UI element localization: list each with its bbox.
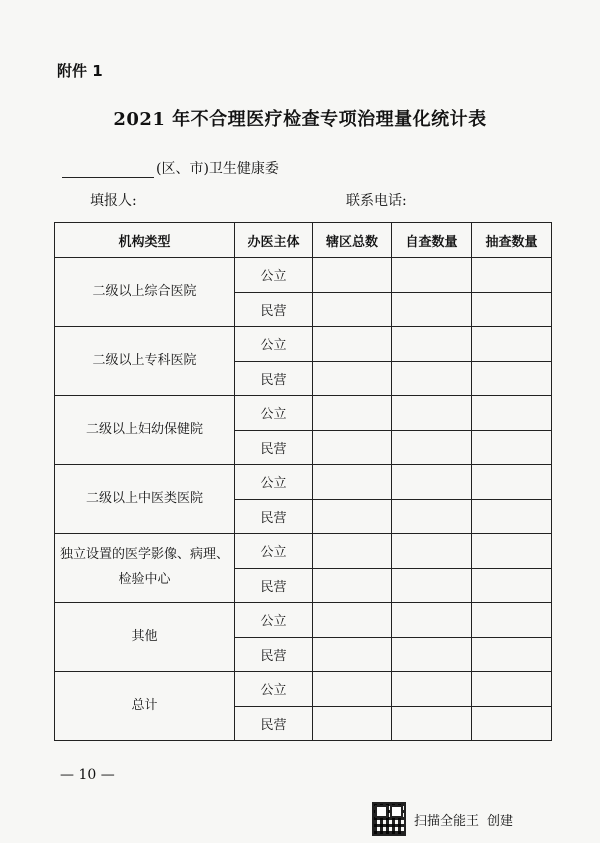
region-suffix: (区、市)卫生健康委 — [156, 161, 279, 177]
institution-type-cell: 其他 — [55, 603, 235, 672]
table-body — [55, 258, 552, 741]
table-row — [55, 672, 552, 707]
operator-public-cell: 公立 — [235, 672, 313, 707]
phone-label: 联系电话: — [346, 193, 407, 209]
blank-entry-cell[interactable] — [313, 258, 392, 293]
blank-entry-cell[interactable] — [392, 396, 472, 431]
operator-private-cell: 民营 — [235, 568, 313, 603]
region-line — [62, 158, 279, 178]
page-title: 2021 年不合理医疗检查专项治理量化统计表 — [113, 109, 487, 130]
scanner-action: 创建 — [487, 813, 514, 829]
blank-entry-cell[interactable] — [392, 534, 472, 569]
table-row — [55, 327, 552, 362]
blank-entry-cell[interactable] — [472, 361, 552, 396]
blank-entry-cell[interactable] — [313, 361, 392, 396]
table-row — [55, 465, 552, 500]
blank-entry-cell[interactable] — [472, 568, 552, 603]
operator-public-cell: 公立 — [235, 396, 313, 431]
annex-label: 附件 1 — [57, 62, 103, 80]
page-number: — 10 — — [60, 767, 115, 783]
operator-private-cell: 民营 — [235, 361, 313, 396]
column-header-operator: 办医主体 — [235, 223, 313, 258]
blank-entry-cell[interactable] — [392, 499, 472, 534]
table-row — [55, 603, 552, 638]
blank-entry-cell[interactable] — [472, 465, 552, 500]
institution-type-cell: 独立设置的医学影像、病理、检验中心 — [55, 534, 235, 603]
institution-type-cell: 总计 — [55, 672, 235, 741]
operator-public-cell: 公立 — [235, 534, 313, 569]
blank-entry-cell[interactable] — [392, 430, 472, 465]
blank-entry-cell[interactable] — [472, 430, 552, 465]
blank-entry-cell[interactable] — [472, 672, 552, 707]
operator-private-cell: 民营 — [235, 706, 313, 741]
statistics-table — [54, 222, 552, 741]
institution-type-cell: 二级以上妇幼保健院 — [55, 396, 235, 465]
blank-entry-cell[interactable] — [313, 396, 392, 431]
table-header-row — [55, 223, 552, 258]
blank-entry-cell[interactable] — [392, 327, 472, 362]
blank-entry-cell[interactable] — [472, 258, 552, 293]
blank-entry-cell[interactable] — [392, 292, 472, 327]
column-header-self-check-count: 自查数量 — [392, 223, 472, 258]
column-header-district-total: 辖区总数 — [313, 223, 392, 258]
blank-entry-cell[interactable] — [313, 706, 392, 741]
blank-entry-cell[interactable] — [472, 396, 552, 431]
operator-private-cell: 民营 — [235, 292, 313, 327]
blank-entry-cell[interactable] — [392, 706, 472, 741]
blank-entry-cell[interactable] — [472, 499, 552, 534]
blank-entry-cell[interactable] — [313, 672, 392, 707]
blank-entry-cell[interactable] — [313, 465, 392, 500]
blank-entry-cell[interactable] — [313, 534, 392, 569]
blank-entry-cell[interactable] — [472, 706, 552, 741]
blank-entry-cell[interactable] — [472, 292, 552, 327]
column-header-institution-type: 机构类型 — [55, 223, 235, 258]
blank-entry-cell[interactable] — [472, 327, 552, 362]
operator-public-cell: 公立 — [235, 258, 313, 293]
blank-entry-cell[interactable] — [313, 637, 392, 672]
blank-entry-cell[interactable] — [392, 568, 472, 603]
blank-entry-cell[interactable] — [313, 499, 392, 534]
scanner-watermark — [372, 802, 513, 836]
table-row — [55, 534, 552, 569]
blank-entry-cell[interactable] — [313, 603, 392, 638]
operator-public-cell: 公立 — [235, 465, 313, 500]
column-header-spot-check-count: 抽查数量 — [472, 223, 552, 258]
scanner-app-name: 扫描全能王 — [414, 813, 480, 829]
institution-type-cell: 二级以上综合医院 — [55, 258, 235, 327]
qr-code-icon — [372, 802, 406, 836]
blank-entry-cell[interactable] — [392, 672, 472, 707]
blank-entry-cell[interactable] — [472, 637, 552, 672]
blank-entry-cell[interactable] — [313, 327, 392, 362]
blank-entry-cell[interactable] — [313, 430, 392, 465]
table-row — [55, 258, 552, 293]
table-row — [55, 396, 552, 431]
operator-public-cell: 公立 — [235, 603, 313, 638]
institution-type-cell: 二级以上中医类医院 — [55, 465, 235, 534]
blank-entry-cell[interactable] — [472, 603, 552, 638]
reporter-label: 填报人: — [90, 193, 137, 209]
blank-entry-cell[interactable] — [392, 258, 472, 293]
operator-private-cell: 民营 — [235, 499, 313, 534]
operator-private-cell: 民营 — [235, 430, 313, 465]
institution-type-cell: 二级以上专科医院 — [55, 327, 235, 396]
blank-entry-cell[interactable] — [313, 568, 392, 603]
blank-entry-cell[interactable] — [472, 534, 552, 569]
region-blank — [62, 161, 154, 178]
operator-private-cell: 民营 — [235, 637, 313, 672]
blank-entry-cell[interactable] — [313, 292, 392, 327]
blank-entry-cell[interactable] — [392, 637, 472, 672]
blank-entry-cell[interactable] — [392, 603, 472, 638]
operator-public-cell: 公立 — [235, 327, 313, 362]
blank-entry-cell[interactable] — [392, 465, 472, 500]
blank-entry-cell[interactable] — [392, 361, 472, 396]
